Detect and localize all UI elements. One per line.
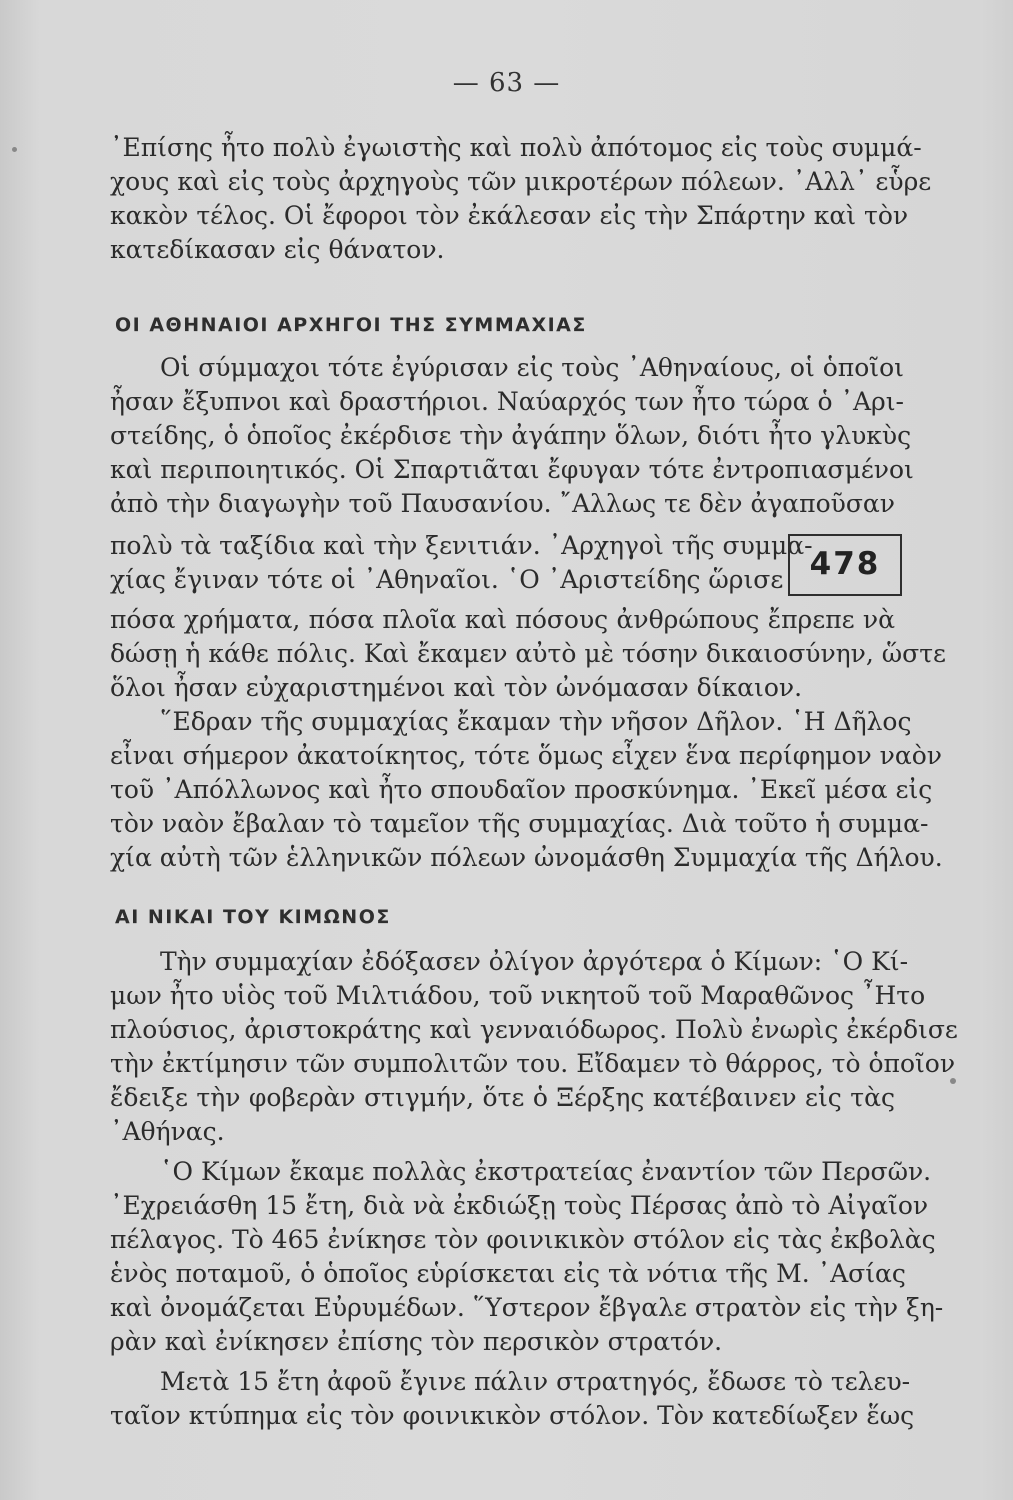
text-line: τὸν ναὸν ἔβαλαν τὸ ταμεῖον τῆς συμμαχίας. Διὰ τοῦτο ἡ συμμα- xyxy=(110,809,929,838)
text-line: ταῖον κτύπημα εἰς τὸν φοινικικὸν στόλον. Τὸν κατεδίωξεν ἕως xyxy=(110,1401,915,1430)
text-line: μων ἦτο υἱὸς τοῦ Μιλτιάδου, τοῦ νικητοῦ τοῦ Μαραθῶνος ῏Ητο xyxy=(110,981,926,1010)
dust-speck xyxy=(950,1078,956,1084)
text-line: Μετὰ 15 ἔτη ἀφοῦ ἔγινε πάλιν στρατηγός, ἔδωσε τὸ τελευ- xyxy=(160,1367,911,1396)
text-line: καὶ ὀνομάζεται Εὐρυμέδων. ῞Υστερον ἔβγαλε στρατὸν εἰς τὴν ξη- xyxy=(110,1293,944,1322)
page-number: — 63 — xyxy=(452,68,561,98)
text-line: καὶ περιποιητικός. Οἱ Σπαρτιᾶται ἔφυγαν τότε ἐντροπιασμένοι xyxy=(110,455,914,484)
text-line: χίας ἔγιναν τότε οἱ ᾿Αθηναῖοι. ῾Ο ᾿Αριστείδης ὥρισε xyxy=(110,565,784,594)
text-line: κατεδίκασαν εἰς θάνατον. xyxy=(110,235,445,264)
text-line: ἦσαν ἔξυπνοι καὶ δραστήριοι. Ναύαρχός των ἦτο τώρα ὁ ᾿Αρι- xyxy=(110,387,904,416)
text-line: ρὰν καὶ ἐνίκησεν ἐπίσης τὸν περσικὸν στρατόν. xyxy=(110,1327,723,1356)
text-line: πολὺ τὰ ταξίδια καὶ τὴν ξενιτιάν. ᾿Αρχηγοὶ τῆς συμμα- xyxy=(110,531,813,560)
text-line: στείδης, ὁ ὁποῖος ἐκέρδισε τὴν ἀγάπην ὅλων, διότι ἦτο γλυκὺς xyxy=(110,421,912,450)
text-line: πλούσιος, ἀριστοκράτης καὶ γενναιόδωρος. Πολὺ ἐνωρὶς ἐκέρδισε xyxy=(110,1015,958,1044)
text-line: ᾿Επίσης ἦτο πολὺ ἐγωιστὴς καὶ πολὺ ἀπότομος εἰς τοὺς συμμά- xyxy=(110,133,922,162)
text-line: χους καὶ εἰς τοὺς ἀρχηγοὺς τῶν μικροτέρων πόλεων. ᾿Αλλ᾿ εὗρε xyxy=(110,167,932,196)
text-line: ῞Εδραν τῆς συμμαχίας ἔκαμαν τὴν νῆσον Δῆλον. ῾Η Δῆλος xyxy=(160,707,912,736)
text-line: Οἱ σύμμαχοι τότε ἐγύρισαν εἰς τοὺς ᾿Αθηναίους, οἱ ὁποῖοι xyxy=(160,353,904,382)
text-line: ἔδειξε τὴν φοβερὰν στιγμήν, ὅτε ὁ Ξέρξης κατέβαινεν εἰς τὰς xyxy=(110,1083,895,1112)
text-line: ἑνὸς ποταμοῦ, ὁ ὁποῖος εὑρίσκεται εἰς τὰ νότια τῆς Μ. ᾿Ασίας xyxy=(110,1259,906,1288)
text-line: κακὸν τέλος. Οἱ ἔφοροι τὸν ἐκάλεσαν εἰς τὴν Σπάρτην καὶ τὸν xyxy=(110,201,909,230)
section-heading: ΑΙ ΝΙΚΑΙ ΤΟΥ ΚΙΜΩΝΟΣ xyxy=(115,906,391,928)
text-line: ᾿Αθήνας. xyxy=(110,1117,225,1146)
text-line: ὅλοι ἦσαν εὐχαριστημένοι καὶ τὸν ὠνόμασαν δίκαιον. xyxy=(110,673,803,702)
section-heading: ΟΙ ΑΘΗΝΑΙΟΙ ΑΡΧΗΓΟΙ ΤΗΣ ΣΥΜΜΑΧΙΑΣ xyxy=(115,314,587,336)
text-line: Τὴν συμμαχίαν ἐδόξασεν ὀλίγον ἀργότερα ὁ Κίμων: ῾Ο Κί- xyxy=(160,947,909,976)
text-line: εἶναι σήμερον ἀκατοίκητος, τότε ὅμως εἶχεν ἕνα περίφημον ναὸν xyxy=(110,741,942,770)
text-line: δώσῃ ἡ κάθε πόλις. Καὶ ἔκαμεν αὐτὸ μὲ τόσην δικαιοσύνην, ὥστε xyxy=(110,639,946,668)
text-line: χία αὐτὴ τῶν ἑλληνικῶν πόλεων ὠνομάσθη Συμμαχία τῆς Δήλου. xyxy=(110,843,943,872)
text-line: ᾿Εχρειάσθη 15 ἔτη, διὰ νὰ ἐκδιώξῃ τοὺς Πέρσας ἀπὸ τὸ Αἰγαῖον xyxy=(110,1191,929,1220)
text-line: τὴν ἐκτίμησιν τῶν συμπολιτῶν του. Εἴδαμεν τὸ θάρρος, τὸ ὁποῖον xyxy=(110,1049,956,1078)
text-line: ἀπὸ τὴν διαγωγὴν τοῦ Παυσανίου. ῎Αλλως τε δὲν ἀγαποῦσαν xyxy=(110,489,895,518)
dust-speck xyxy=(12,147,17,152)
text-line: πόσα χρήματα, πόσα πλοῖα καὶ πόσους ἀνθρώπους ἔπρεπε νὰ xyxy=(110,605,895,634)
stamp-number-box: 478 xyxy=(788,534,902,596)
text-line: πέλαγος. Τὸ 465 ἐνίκησε τὸν φοινικικὸν στόλον εἰς τὰς ἐκβολὰς xyxy=(110,1225,936,1254)
text-line: τοῦ ᾿Απόλλωνος καὶ ἦτο σπουδαῖον προσκύνημα. ᾿Εκεῖ μέσα εἰς xyxy=(110,775,933,804)
text-line: ῾Ο Κίμων ἔκαμε πολλὰς ἐκστρατείας ἐναντίον τῶν Περσῶν. xyxy=(160,1157,932,1186)
